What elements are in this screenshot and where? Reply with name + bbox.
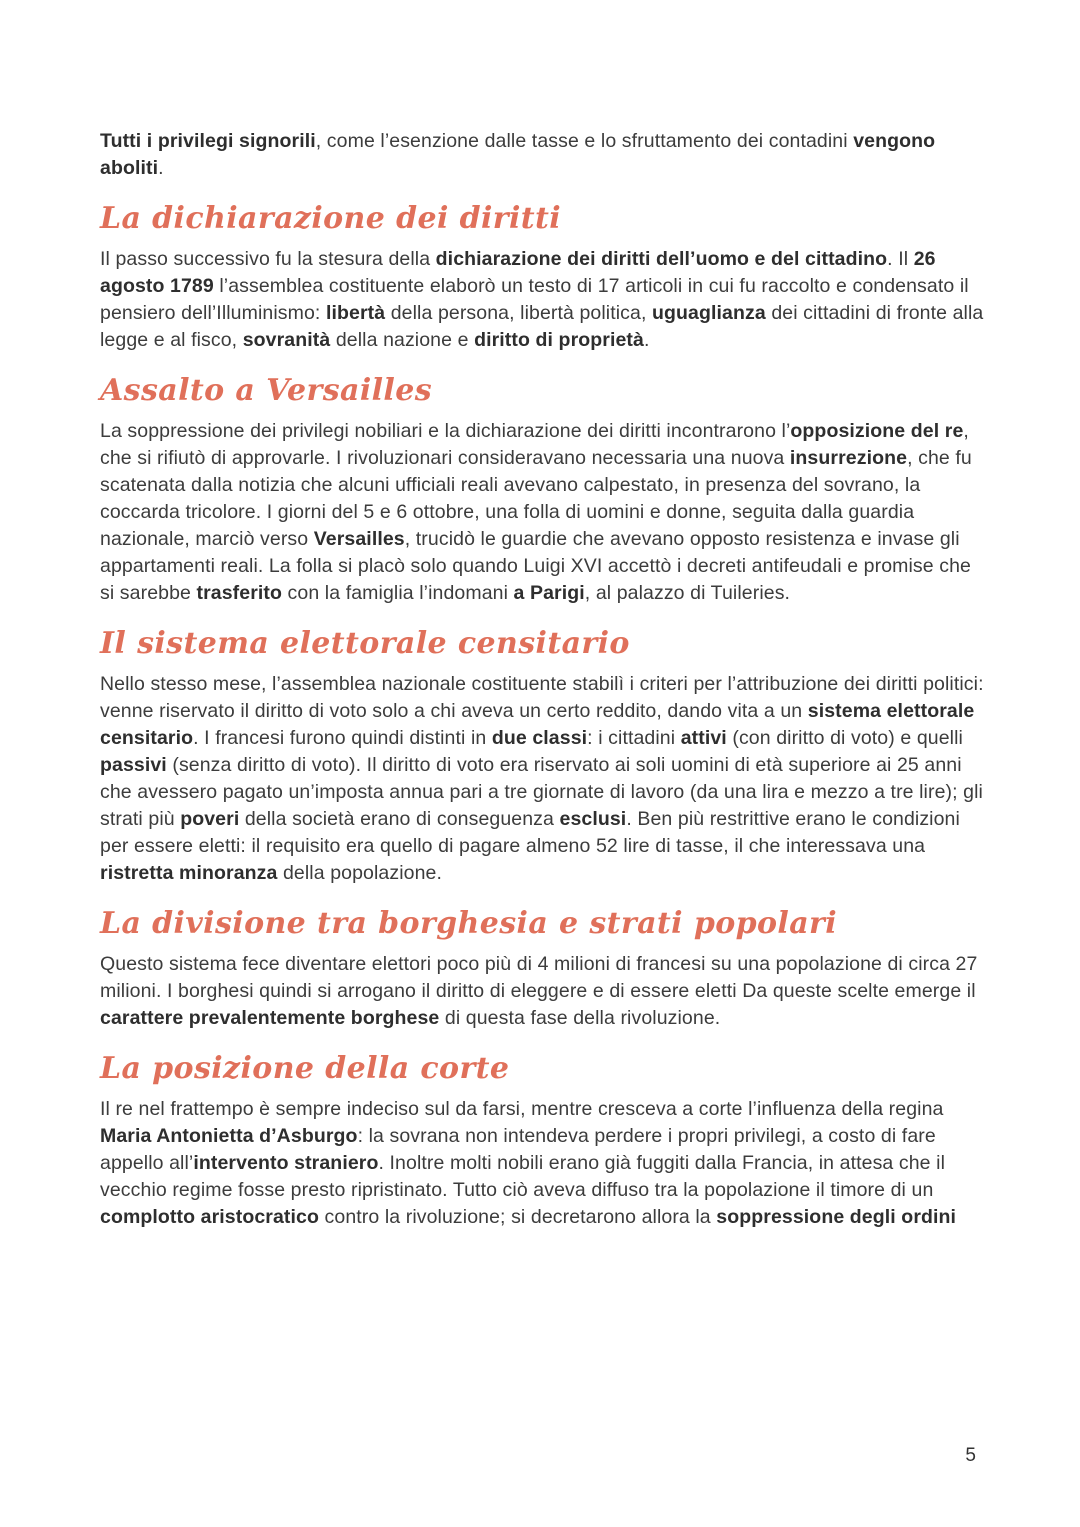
text-run: La soppressione dei privilegi nobiliari e la dichiarazione dei diritti incontrarono l’ (100, 420, 791, 442)
text-run-bold: passivi (100, 754, 167, 776)
text-run: . (158, 157, 164, 179)
text-run-bold: vengono aboliti (100, 130, 936, 179)
text-run: , come l’esenzione dalle tasse e lo sfruttamento dei contadini (315, 130, 854, 152)
text-run-bold: carattere prevalentemente borghese (100, 1007, 440, 1029)
section-heading: La dichiarazione dei diritti (100, 201, 562, 236)
text-run: della società erano di conseguenza (239, 808, 560, 830)
section-paragraph (100, 128, 986, 182)
text-run: con la famiglia l’indomani (282, 582, 514, 604)
text-run-bold: Tutti i privilegi signorili (100, 130, 316, 152)
section-paragraph (100, 671, 986, 887)
text-run-bold: diritto di proprietà (474, 329, 644, 351)
section-heading: La posizione della corte (100, 1051, 510, 1086)
text-run-bold: insurrezione (789, 447, 908, 469)
section-paragraph (100, 418, 986, 607)
text-run: , che si rifiutò di approvarle. I rivoluzionari consideravano necessaria una nuova (100, 420, 969, 469)
document-section (100, 904, 986, 1032)
text-run: (con diritto di voto) e quelli (726, 727, 963, 749)
text-run-bold: due classi (491, 727, 588, 749)
text-run: . I francesi furono quindi distinti in (193, 727, 492, 749)
text-run: . Ben più restrittive erano le condizioni per essere eletti: il requisito era quello di pagare almeno 52 lire di tasse, il che interessava una (100, 808, 960, 857)
text-run: . Inoltre molti nobili erano già fuggiti dalla Francia, in attesa che il vecchio regime fosse presto ripristinato. Tutto ciò aveva diffuso tra la popolazione il timore di un (100, 1152, 946, 1201)
document-section (100, 199, 986, 354)
page-number: 5 (965, 1445, 976, 1466)
text-run: : i cittadini (587, 727, 681, 749)
text-run: , che fu scatenata dalla notizia che alcuni ufficiali reali avevano calpestato, in presenza del sovrano, la coccarda tricolore. I giorni del 5 e 6 ottobre, una folla di uomini e donne, seguita dalla guardia nazionale, marciò verso (100, 447, 972, 550)
text-run: Questo sistema fece diventare elettori poco più di 4 milioni di francesi su una popolazione di circa 27 milioni. I borghesi quindi si arrogano il diritto di eleggere e di essere eletti Da queste scelte emerge il (100, 953, 978, 1002)
text-run-bold: dichiarazione dei diritti dell’uomo e del cittadino (435, 248, 888, 270)
text-run: Il re nel frattempo è sempre indeciso sul da farsi, mentre cresceva a corte l’influenza della regina (100, 1098, 944, 1120)
document-content (100, 128, 986, 1242)
text-run: . Il (887, 248, 914, 270)
text-run: (senza diritto di voto). Il diritto di voto era riservato ai soli uomini di età superiore ai 25 anni che avessero pagato un’imposta annua pari a tre giornate di lavoro (da una lira e mezzo a tre lire); gli strati più (100, 754, 983, 830)
text-run: della popolazione. (277, 862, 442, 884)
text-run: , al palazzo di Tuileries. (584, 582, 791, 604)
text-run: l’assemblea costituente elaborò un testo di 17 articoli in cui fu raccolto e condensato il pensiero dell’Illuminismo: (100, 275, 969, 324)
text-run: di questa fase della rivoluzione. (439, 1007, 721, 1029)
text-run: dei cittadini di fronte alla legge e al fisco, (100, 302, 984, 351)
text-run: della persona, libertà politica, (385, 302, 653, 324)
text-run-bold: 26 agosto 1789 (100, 248, 936, 297)
text-run-bold: soppressione degli ordini (716, 1206, 957, 1228)
text-run-bold: sovranità (242, 329, 331, 351)
text-run-bold: ristretta minoranza (100, 862, 278, 884)
section-heading: La divisione tra borghesia e strati popolari (100, 906, 838, 941)
section-heading: Il sistema elettorale censitario (100, 626, 630, 661)
text-run-bold: sistema elettorale censitario (100, 700, 975, 749)
section-heading: Assalto a Versailles (100, 373, 432, 408)
text-run: . (643, 329, 650, 351)
document-section (100, 1049, 986, 1231)
document-section (100, 624, 986, 887)
document-section (100, 371, 986, 607)
text-run-bold: esclusi (559, 808, 627, 830)
text-run-bold: libertà (325, 302, 386, 324)
text-run: della nazione e (330, 329, 475, 351)
text-run-bold: uguaglianza (652, 302, 766, 324)
document-section (100, 128, 986, 182)
text-run: : la sovrana non intendeva perdere i propri privilegi, a costo di fare appello all’ (100, 1125, 936, 1174)
text-run: Il passo successivo fu la stesura della (100, 248, 436, 270)
text-run-bold: intervento straniero (193, 1152, 379, 1174)
text-run-bold: a Parigi (513, 582, 585, 604)
section-paragraph (100, 951, 986, 1032)
text-run-bold: poveri (180, 808, 240, 830)
text-run-bold: Maria Antonietta d’Asburgo (100, 1125, 358, 1147)
text-run: Nello stesso mese, l’assemblea nazionale costituente stabilì i criteri per l’attribuzione dei diritti politici: venne riservato il diritto di voto solo a chi aveva un certo reddito, dando vita a un (100, 673, 984, 722)
text-run-bold: trasferito (196, 582, 283, 604)
text-run-bold: complotto aristocratico (100, 1206, 319, 1228)
section-paragraph (100, 246, 986, 354)
text-run-bold: attivi (680, 727, 727, 749)
section-paragraph (100, 1096, 986, 1231)
text-run: , trucidò le guardie che avevano opposto resistenza e invase gli appartamenti reali. La folla si placò solo quando Luigi XVI accettò i decreti antifeudali e promise che si sarebbe (100, 528, 971, 604)
text-run: contro la rivoluzione; si decretarono allora la (319, 1206, 717, 1228)
text-run-bold: Versailles (313, 528, 405, 550)
text-run-bold: opposizione del re (790, 420, 964, 442)
